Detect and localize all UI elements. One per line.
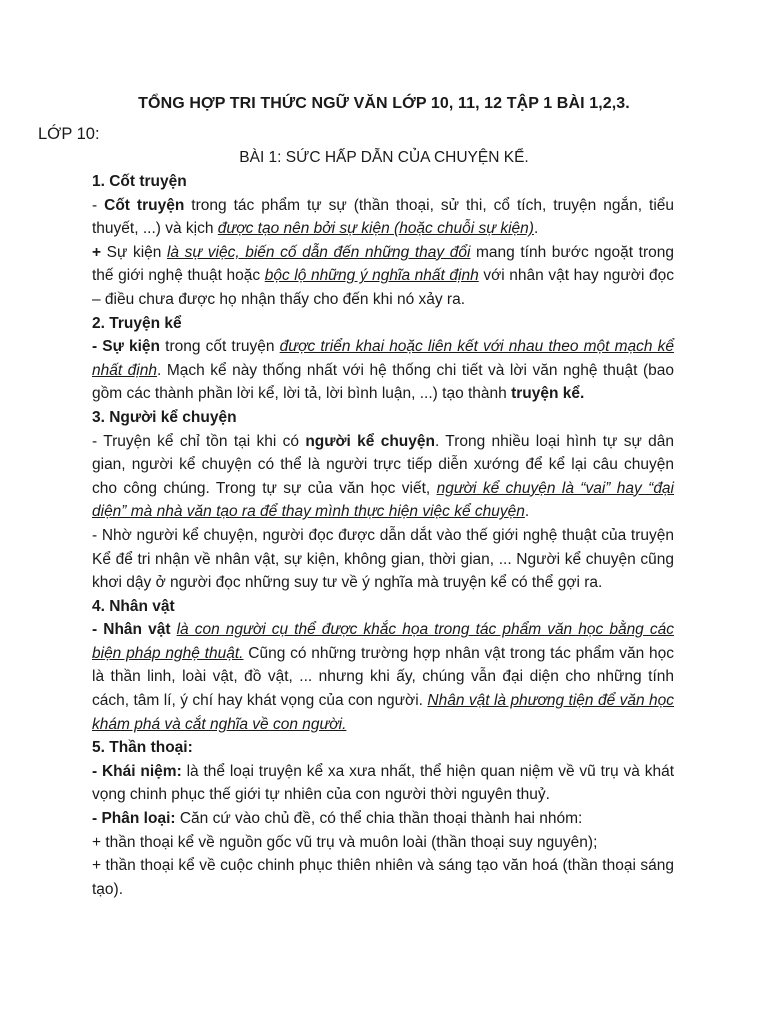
term-plot: Cốt truyện — [104, 196, 185, 214]
emphasis-run: người kể chuyện là “vai” hay “đại diện” mà nhà văn tạo ra để thay mình thực hiện việc kể chuyện — [92, 479, 675, 521]
text-run: Cũng có những trường hợp nhân vật trong tác phẩm văn học là thần linh, loài vật, đồ vật, ... nhưng khi ấy, chúng vẫn đại diện cho những tính cách, tâm lí, ý chí hay khát vọng của con người. — [92, 644, 674, 710]
paragraph-myth-classification — [92, 807, 674, 831]
paragraph-myth-concept — [92, 760, 674, 807]
text-run: . Trong nhiều loại hình tự sự dân gian, người kể chuyện có thể là người trực tiếp diễn xướng để kể lại câu chuyện cho công chúng. Trong tự sự của văn học viết, — [92, 432, 674, 497]
bullet-dash: - — [92, 338, 103, 356]
bullet-dash: - — [92, 621, 104, 639]
section-heading-character: 4. Nhân vật — [92, 597, 175, 615]
term-classification: - Phân loại: — [92, 810, 176, 828]
lesson-title: BÀI 1: SỨC HẤP DẪN CỦA CHUYỆN KỂ. — [239, 149, 529, 166]
document-title: TỔNG HỢP TRI THỨC NGỮ VĂN LỚP 10, 11, 12 TẬP 1 BÀI 1,2,3. — [138, 95, 630, 112]
section-heading-plot: 1. Cốt truyện — [92, 173, 187, 190]
emphasis-run: là sự việc, biến cố dẫn đến những thay đổi — [166, 243, 471, 261]
text-run: Căn cứ vào chủ đề, có thể chia thần thoại thành hai nhóm: — [175, 810, 583, 828]
term-event: Sự kiện — [102, 338, 161, 356]
list-item-myth-creation: + thần thoại kể về cuộc chinh phục thiên nhiên và sáng tạo văn hoá (thần thoại sáng tạo). — [92, 857, 674, 898]
paragraph-event-definition — [92, 241, 674, 312]
grade-label: LỚP 10: — [38, 125, 100, 143]
paragraph-narrator-definition — [92, 430, 674, 524]
term-story: truyện kể. — [511, 385, 585, 403]
emphasis-run: là con người cụ thể được khắc họa trong tác phẩm văn học bằng các biện pháp nghệ thuật. — [92, 621, 674, 662]
emphasis-run: bộc lộ những ý nghĩa nhất định — [264, 267, 479, 285]
text-run: . — [533, 220, 539, 238]
term-narrator: người kể chuyện — [305, 432, 435, 450]
emphasis-run: được triển khai hoặc liên kết với nhau theo một mạch kể nhất định — [92, 338, 674, 379]
paragraph-narrator-role: - Nhờ người kể chuyện, người đọc được dẫn dắt vào thế giới nghệ thuật của truyện Kể để tri nhận về nhân vật, sự kiện, không gian, thời gian, ... Người kể chuyện cũng khơi dậy ở người đọc những suy tư về ý nghĩa mà truyện kể có thể gợi ra. — [92, 526, 674, 592]
bullet-plus: + — [92, 243, 102, 261]
paragraph-story-definition — [92, 335, 674, 406]
list-item-myth-origin: + thần thoại kể về nguồn gốc vũ trụ và muôn loài (thần thoại suy nguyên); — [92, 833, 598, 851]
term-concept: - Khái niệm: — [92, 762, 182, 780]
text-run: . Mạch kể này thống nhất với hệ thống chi tiết và lời văn nghệ thuật (bao gồm các thành phần lời kể, lời tả, lời bình luận, ...) tạo thành — [92, 361, 675, 403]
emphasis-run: Nhân vật là phương tiện để văn học khám phá và cắt nghĩa về con người. — [92, 692, 675, 733]
text-run: - Truyện kể chỉ tồn tại khi có — [92, 432, 306, 450]
text-run: . — [524, 503, 530, 521]
text-run: trong tác phẩm tự sự (thần thoại, sử thi, cổ tích, truyện ngắn, tiểu thuyết, ...) và kịch — [92, 196, 675, 238]
text-run: là thể loại truyện kể xa xưa nhất, thể hiện quan niệm về vũ trụ và khát vọng chinh phục thế giới tự nhiên của con người thời nguyên thuỷ. — [92, 762, 674, 804]
text-run: Sự kiện — [101, 243, 167, 261]
emphasis-run: được tạo nên bởi sự kiện (hoặc chuỗi sự kiện) — [217, 220, 534, 238]
section-heading-narrator: 3. Người kể chuyện — [92, 408, 237, 426]
paragraph-plot-definition — [92, 194, 674, 241]
section-heading-story: 2. Truyện kể — [92, 314, 182, 332]
text-run: mang tính bước ngoặt trong thế giới nghệ thuật hoặc — [92, 243, 674, 285]
text-run: với nhân vật hay người đọc – điều chưa được họ nhận thấy cho đến khi nó xảy ra. — [92, 267, 674, 308]
text-run: trong cốt truyện — [160, 338, 280, 356]
section-heading-myth: 5. Thần thoại: — [92, 739, 193, 757]
bullet-dash: - — [92, 196, 105, 214]
paragraph-character-definition — [92, 618, 674, 736]
document-body — [92, 170, 674, 901]
term-character: Nhân vật — [103, 621, 171, 639]
